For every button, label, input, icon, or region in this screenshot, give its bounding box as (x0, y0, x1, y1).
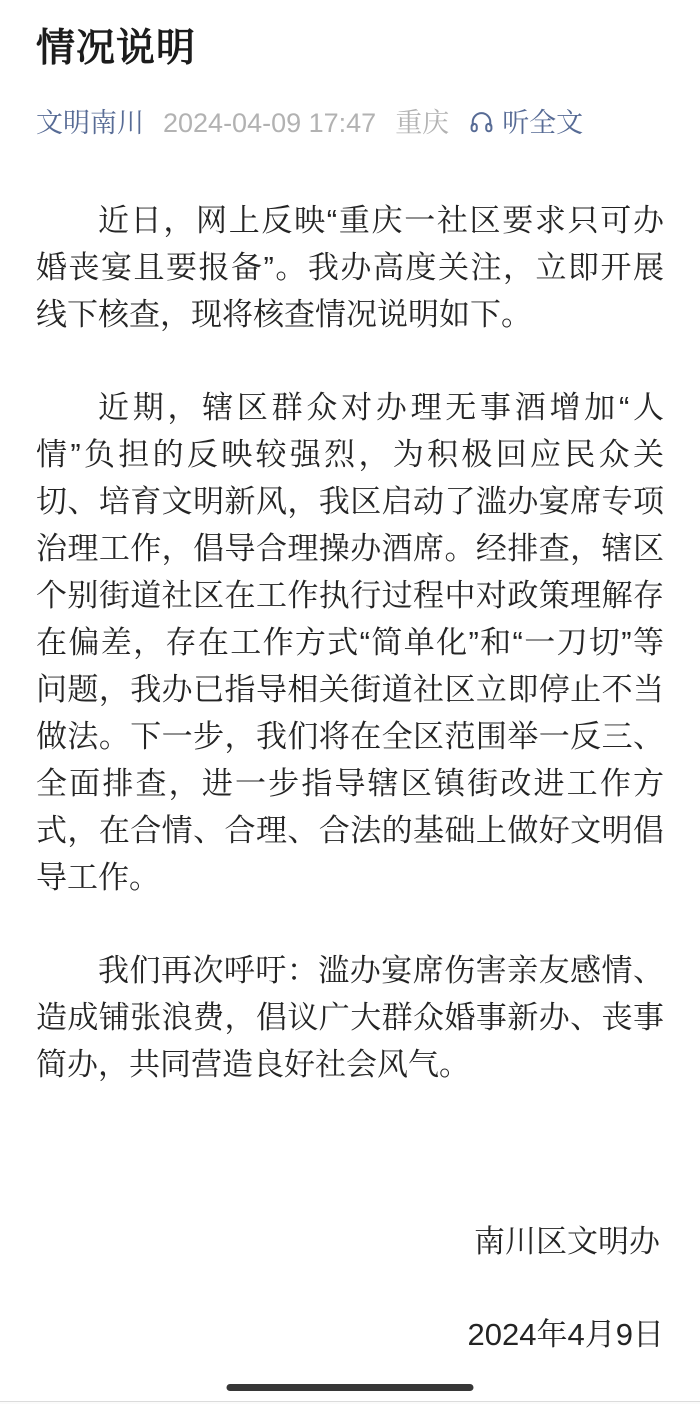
listen-full-text-label: 听全文 (502, 107, 584, 138)
article-content (36, 197, 664, 1358)
publish-location: 重庆 (395, 107, 450, 138)
paragraph: 近期，辖区群众对办理无事酒增加“人情”负担的反映较强烈，为积极回应民众关切、培育文明新风，我区启动了滥办宴席专项治理工作，倡导合理操办酒席。经排查，辖区个别街道社区在工作执行过程中对政策理解存在偏差，存在工作方式“简单化”和“一刀切”等问题，我办已指导相关街道社区立即停止不当做法。下一步，我们将在全区范围举一反三、全面排查，进一步指导辖区镇街改进工作方式，在合情、合理、合法的基础上做好文明倡导工作。 (36, 389, 664, 895)
paragraph: 近日，网上反映“重庆一社区要求只可办婚丧宴且要报备”。我办高度关注，立即开展线下核查，现将核查情况说明如下。 (36, 202, 664, 332)
article-meta-row (36, 107, 664, 139)
headphones-icon (468, 109, 495, 136)
home-indicator-handle[interactable] (227, 1384, 474, 1391)
signature-office: 南川区文明办 (474, 1223, 660, 1259)
paragraph: 我们再次呼吁：滥办宴席伤害亲友感情、造成铺张浪费，倡议广大群众婚事新办、丧事简办，共同营造良好社会风气。 (36, 952, 664, 1082)
signature-date: 2024年4月9日 (467, 1316, 664, 1352)
page-title: 情况说明 (36, 27, 197, 70)
listen-full-text-button[interactable] (468, 107, 583, 139)
account-name-link[interactable]: 文明南川 (36, 107, 144, 138)
publish-datetime: 2024-04-09 17:47 (163, 107, 377, 138)
